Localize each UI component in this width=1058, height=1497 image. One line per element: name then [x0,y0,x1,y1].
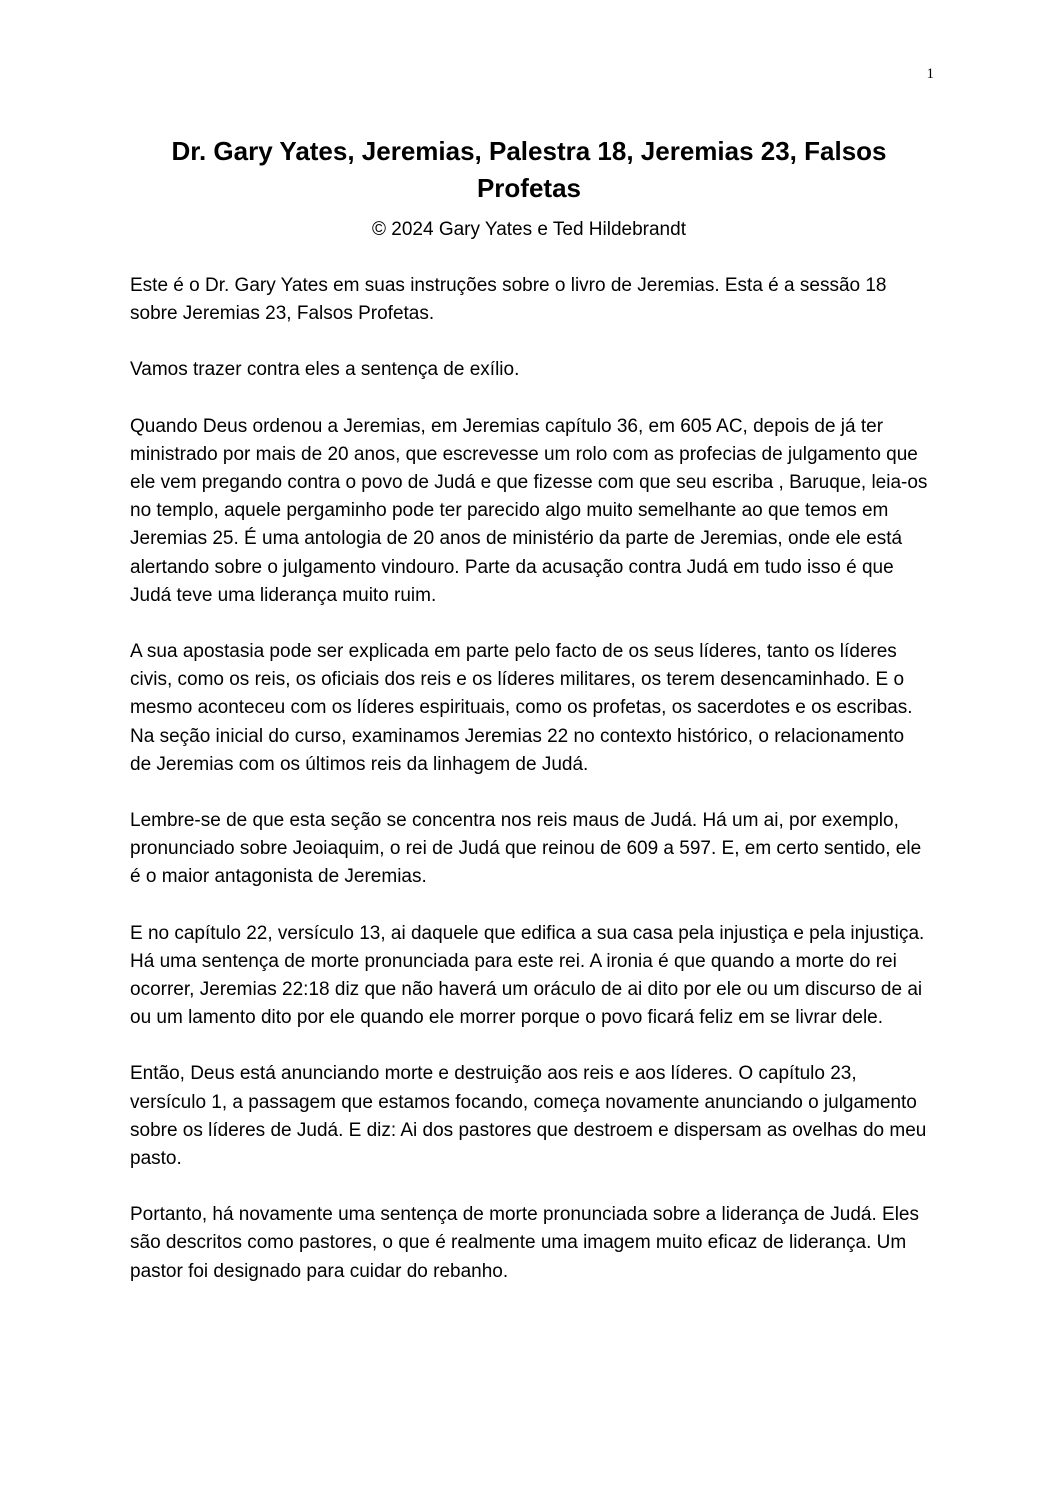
paragraph: A sua apostasia pode ser explicada em parte pelo facto de os seus líderes, tanto os líderes civis, como os reis, os oficiais dos reis e os líderes militares, os terem desencaminhado. E o mesmo aconteceu com os líderes espirituais, como os profetas, os sacerdotes e os escribas. Na seção inicial do curso, examinamos Jeremias 22 no contexto histórico, o relacionamento de Jeremias com os últimos reis da linhagem de Judá. [130,641,913,775]
copyright-line: © 2024 Gary Yates e Ted Hildebrandt [372,219,686,240]
page-number: 1 [926,66,934,82]
paragraph: Quando Deus ordenou a Jeremias, em Jeremias capítulo 36, em 605 AC, depois de já ter ministrado por mais de 20 anos, que escrevesse um rolo com as profecias de julgamento que ele vem pregando contra o povo de Judá e que fizesse com que seu escriba , Baruque, leia-os no templo, aquele pergaminho pode ter parecido algo muito semelhante ao que temos em Jeremias 25. É uma antologia de 20 anos de ministério da parte de Jeremias, onde ele está alertando sobre o julgamento vindouro. Parte da acusação contra Judá em tudo isso é que Judá teve uma liderança muito ruim. [130,415,928,606]
document-title: Dr. Gary Yates, Jeremias, Palestra 18, Jeremias 23, Falsos Profetas [171,136,887,203]
paragraph: Este é o Dr. Gary Yates em suas instruções sobre o livro de Jeremias. Esta é a sessão 18 sobre Jeremias 23, Falsos Profetas. [130,275,887,325]
paragraph: Então, Deus está anunciando morte e destruição aos reis e aos líderes. O capítulo 23, versículo 1, a passagem que estamos focando, começa novamente anunciando o julgamento sobre os líderes de Judá. E diz: Ai dos pastores que destroem e dispersam as ovelhas do meu pasto. [130,1063,927,1170]
paragraph: Portanto, há novamente uma sentença de morte pronunciada sobre a liderança de Judá. Eles são descritos como pastores, o que é realmente uma imagem muito eficaz de liderança. Um pastor foi designado para cuidar do rebanho. [130,1204,920,1282]
document-body [130,272,930,1314]
paragraph: Lembre-se de que esta seção se concentra nos reis maus de Judá. Há um ai, por exemplo, pronunciado sobre Jeoiaquim, o rei de Judá que reinou de 609 a 597. E, em certo sentido, ele é o maior antagonista de Jeremias. [130,810,922,888]
paragraph: E no capítulo 22, versículo 13, ai daquele que edifica a sua casa pela injustiça e pela injustiça. Há uma sentença de morte pronunciada para este rei. A ironia é que quando a morte do rei ocorrer, Jeremias 22:18 diz que não haverá um oráculo de ai dito por ele ou um discurso de ai ou um lamento dito por ele quando ele morrer porque o povo ficará feliz em se livrar dele. [130,922,925,1029]
paragraph: Vamos trazer contra eles a sentença de exílio. [130,359,520,381]
